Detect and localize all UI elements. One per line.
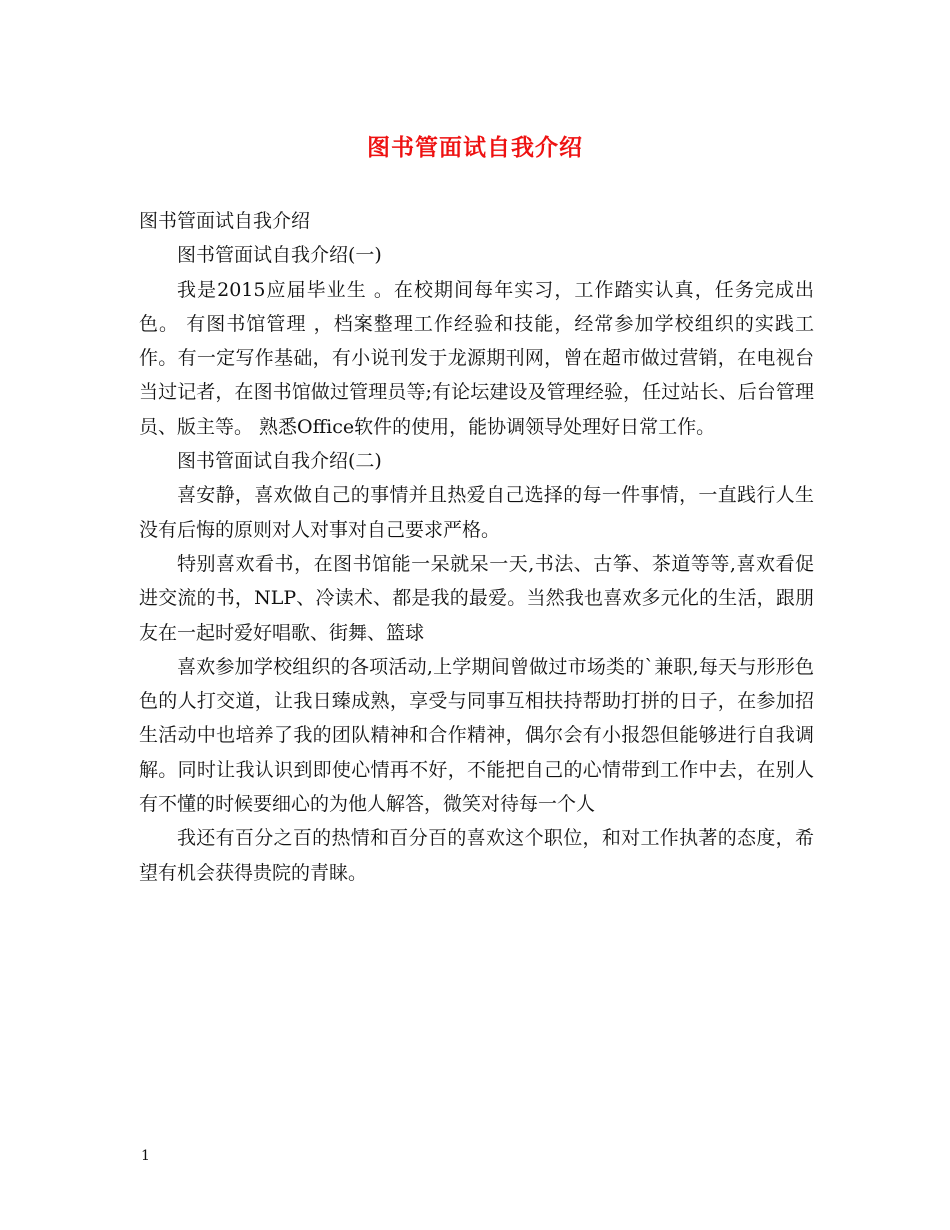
- paragraph: 特别喜欢看书，在图书馆能一呆就呆一天,书法、古筝、茶道等等,喜欢看促进交流的书，NLP、冷读术、都是我的最爱。当然我也喜欢多元化的生活，跟朋友在一起时爱好唱歌、街舞、篮球: [139, 552, 814, 644]
- paragraph: 图书管面试自我介绍: [139, 210, 311, 232]
- document-title: 图书管面试自我介绍: [367, 134, 583, 161]
- document-body: [139, 204, 814, 890]
- paragraph: 我是2015应届毕业生 。在校期间每年实习，工作踏实认真，任务完成出色。 有图书馆管理 ，档案整理工作经验和技能，经常参加学校组织的实践工作。有一定写作基础，有小说刊发于龙源期刊网，曾在超市做过营销，在电视台当过记者，在图书馆做过管理员等;有论坛建设及管理经验，任过站长、后台管理员、版主等。 熟悉Office软件的使用，能协调领导处理好日常工作。: [139, 278, 814, 438]
- paragraph: 喜欢参加学校组织的各项活动,上学期间曾做过市场类的`兼职,每天与形形色色的人打交道，让我日臻成熟，享受与同事互相扶持帮助打拼的日子，在参加招生活动中也培养了我的团队精神和合作精神，偶尔会有小报怨但能够进行自我调解。同时让我认识到即使心情再不好，不能把自己的心情带到工作中去，在别人有不懂的时候要细心的为他人解答，微笑对待每一个人: [139, 655, 814, 816]
- paragraph: 喜安静，喜欢做自己的事情并且热爱自己选择的每一件事情，一直践行人生没有后悔的原则对人对事对自己要求严格。: [139, 484, 814, 541]
- section-heading: 图书管面试自我介绍(一): [177, 244, 382, 267]
- paragraph: 我还有百分之百的热情和百分百的喜欢这个职位，和对工作执著的态度，希望有机会获得贵院的青睐。: [139, 827, 814, 884]
- page-number: 1: [141, 1148, 150, 1164]
- section-heading: 图书管面试自我介绍(二): [177, 450, 382, 473]
